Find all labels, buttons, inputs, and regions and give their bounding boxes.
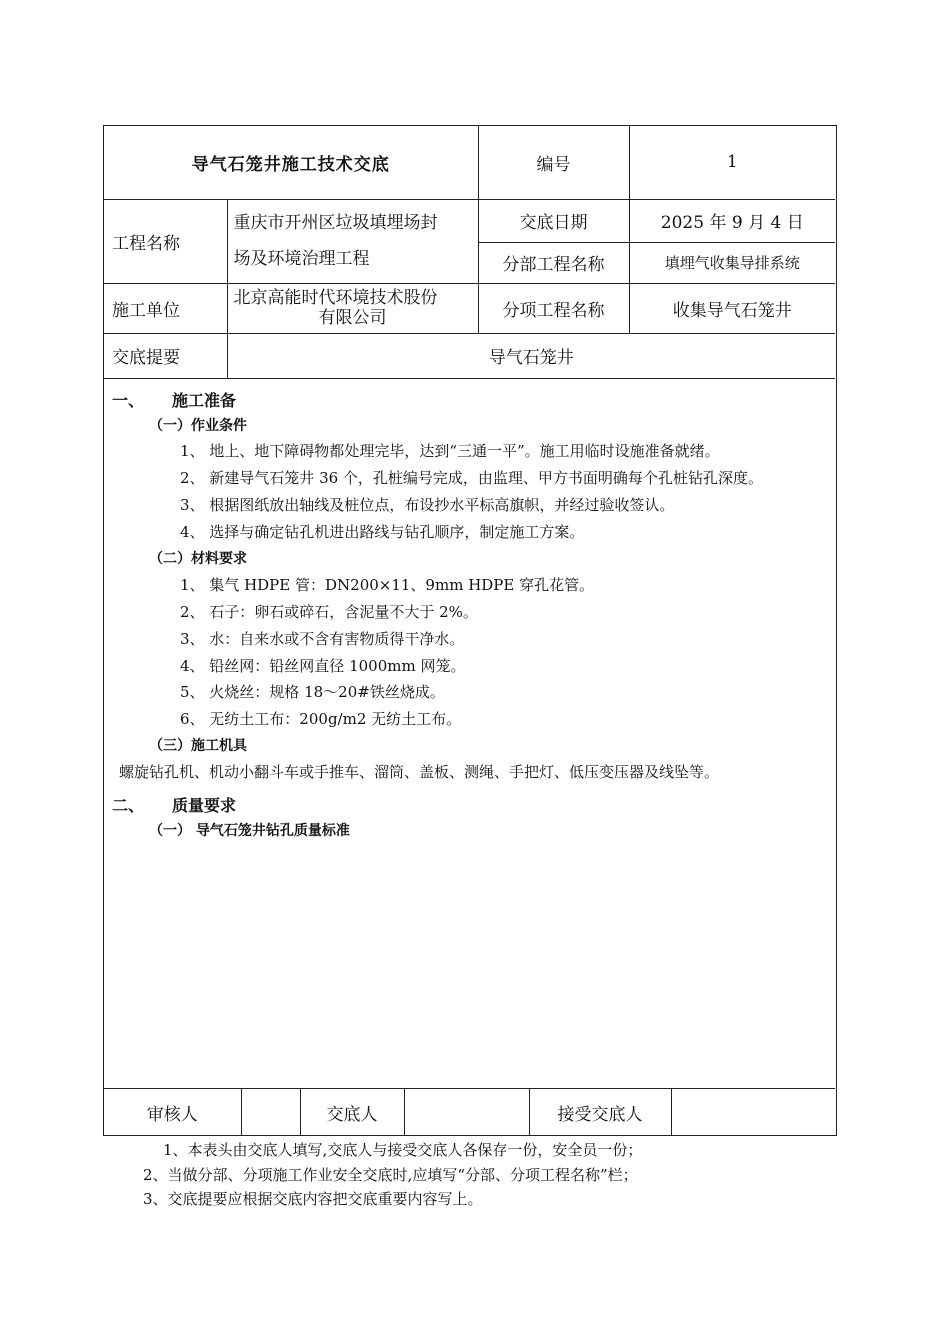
sub1-item-3: 3、 根据图纸放出轴线及桩位点，布设抄水平标高旗帜，并经过验收签认。 [180, 496, 675, 514]
sub1-title: （一）作业条件 [149, 418, 247, 434]
section2-heading [112, 793, 236, 816]
sub2-item-1: 1、 集气 HDPE 管：DN200×11、9mm HDPE 穿孔花管。 [180, 576, 595, 594]
reviewer-signature-field[interactable] [241, 1089, 300, 1136]
disclosure-form [103, 125, 837, 1136]
note-3: 3、交底提要应根据交底内容把交底重要内容写上。 [143, 1190, 483, 1208]
sub2-item-6: 6、 无纺土工布：200g/m2 无纺土工布。 [180, 710, 462, 728]
sub2-title: （二）材料要求 [149, 551, 247, 567]
number-label: 编号 [478, 126, 629, 199]
reviewer-label: 审核人 [104, 1089, 241, 1136]
discloser-signature-field[interactable] [404, 1089, 529, 1136]
signature-table [104, 1088, 835, 1135]
contractor-label: 施工单位 [104, 283, 227, 333]
summary-label: 交底提要 [104, 333, 227, 378]
project-name-label: 工程名称 [104, 199, 227, 283]
item-value[interactable]: 收集导气石笼井 [629, 283, 835, 333]
section1-heading [112, 388, 236, 411]
section1-title: 施工准备 [172, 391, 237, 410]
sub3-text: 螺旋钻孔机、机动小翻斗车或手推车、溜筒、盖板、测绳、手把灯、低压变压器及线坠等。 [119, 763, 720, 781]
subsection-value[interactable]: 填埋气收集导排系统 [629, 242, 835, 283]
sub2-item-5: 5、 火烧丝：规格 18～20#铁丝烧成。 [180, 683, 445, 701]
contractor-line2: 有限公司 [318, 308, 387, 328]
date-value[interactable]: 2025 年 9 月 4 日 [629, 199, 835, 242]
number-value[interactable]: 1 [629, 126, 835, 199]
disclosure-content [104, 378, 835, 1090]
date-label: 交底日期 [478, 199, 629, 242]
receiver-signature-field[interactable] [671, 1089, 835, 1136]
sub1-item-1: 1、 地上、地下障碍物都处理完毕，达到“三通一平”。施工用临时设施准备就绪。 [180, 442, 720, 460]
header-table [104, 126, 835, 379]
contractor-value[interactable] [227, 283, 478, 333]
receiver-label: 接受交底人 [529, 1089, 671, 1136]
summary-value[interactable]: 导气石笼井 [227, 333, 835, 378]
discloser-label: 交底人 [300, 1089, 404, 1136]
sub3-title: （三）施工机具 [149, 738, 247, 754]
project-name-line2: 场及环境治理工程 [233, 249, 370, 269]
section1-number: 一、 [112, 391, 145, 410]
sub1-item-2: 2、 新建导气石笼井 36 个，孔桩编号完成，由监理、甲方书面明确每个孔桩钻孔深度。 [180, 469, 763, 487]
section2-number: 二、 [112, 796, 145, 815]
sub1-item-4: 4、 选择与确定钻孔机进出路线与钻孔顺序，制定施工方案。 [180, 523, 585, 541]
project-name-value[interactable] [227, 199, 478, 283]
item-label: 分项工程名称 [478, 283, 629, 333]
note-1: 1、本表头由交底人填写,交底人与接受交底人各保存一份，安全员一份； [163, 1141, 643, 1159]
subsection-label: 分部工程名称 [478, 242, 629, 283]
document-title: 导气石笼井施工技术交底 [104, 126, 478, 199]
note-2: 2、当做分部、分项施工作业安全交底时,应填写“分部、分项工程名称”栏； [143, 1166, 638, 1184]
contractor-line1: 北京高能时代环境技术股份 [233, 288, 438, 308]
sub2-item-3: 3、 水：自来水或不含有害物质得干净水。 [180, 630, 465, 648]
project-name-line1: 重庆市开州区垃圾填埋场封 [233, 213, 438, 233]
sub2-item-2: 2、 石子：卵石或碎石，含泥量不大于 2%。 [180, 603, 478, 621]
sub2-item-4: 4、 铅丝网：铅丝网直径 1000mm 网笼。 [180, 657, 466, 675]
sub4-title: （一） 导气石笼井钻孔质量标准 [149, 823, 350, 839]
section2-title: 质量要求 [172, 796, 237, 815]
